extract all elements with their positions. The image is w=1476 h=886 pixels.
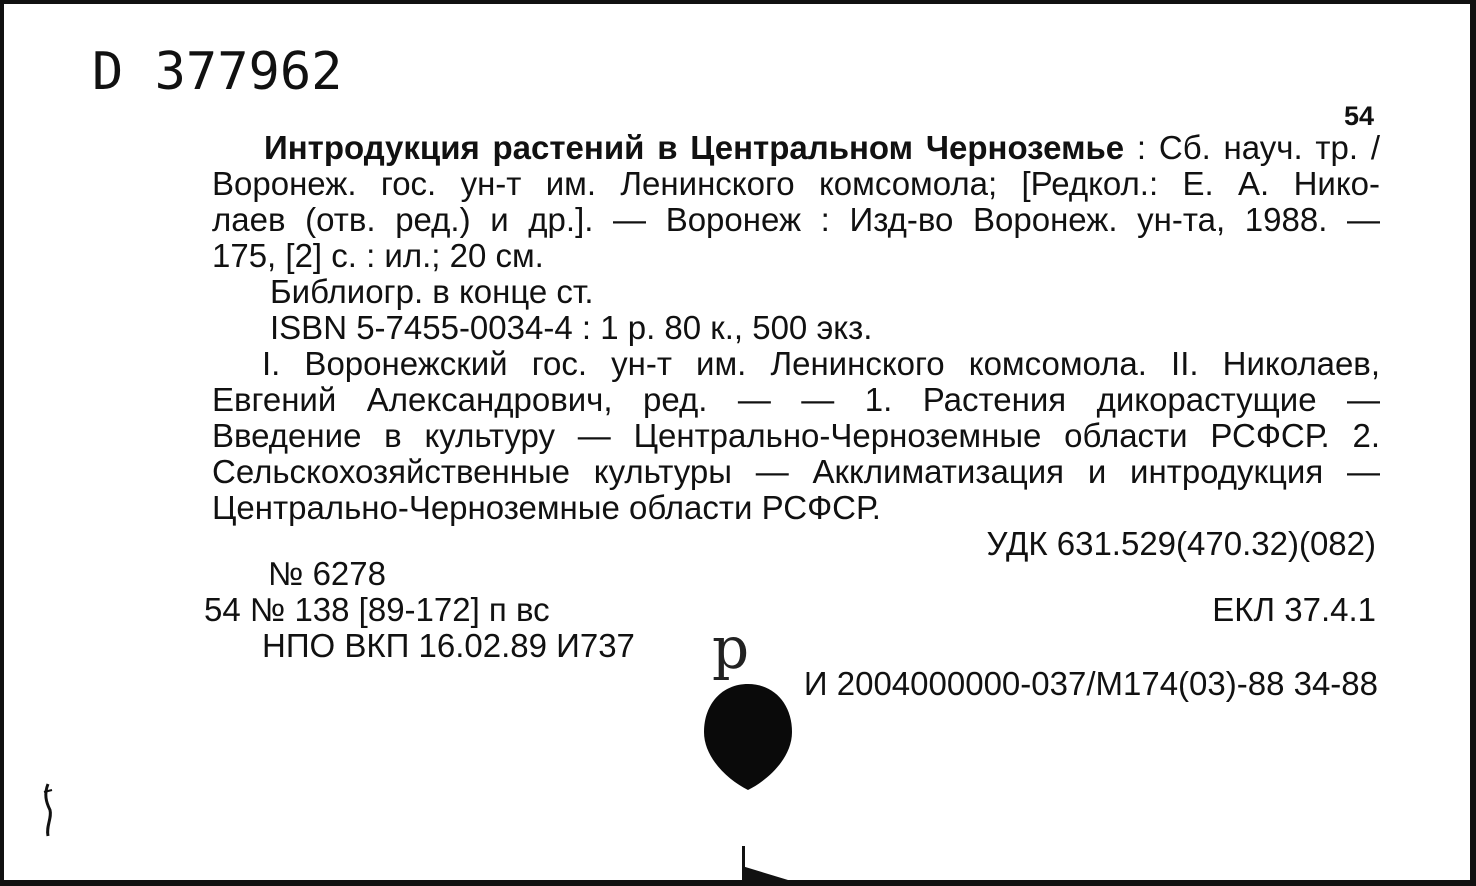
punch-hole-icon bbox=[698, 676, 798, 796]
tracings-line-1: I. Воронежский гос. ун-т им. Ленинского комсомола. II. Николаев, bbox=[262, 345, 1380, 382]
ink-mark-icon bbox=[38, 780, 58, 840]
index-code: И 2004000000-037/М174(03)-88 34-88 bbox=[803, 665, 1378, 702]
shelf-code: 54 bbox=[1344, 101, 1375, 131]
processing-line: 54 № 138 [89-172] п вс bbox=[204, 591, 550, 628]
rod-slot-wedge-icon bbox=[740, 864, 790, 882]
npo-line: НПО ВКП 16.02.89 И737 bbox=[262, 627, 635, 664]
bibliography-note: Библиогр. в конце ст. bbox=[270, 273, 594, 310]
card-left-edge bbox=[0, 0, 4, 886]
isbn-note: ISBN 5-7455-0034-4 : 1 р. 80 к., 500 экз. bbox=[270, 309, 873, 346]
card-right-edge bbox=[1470, 0, 1476, 886]
tracings-line-2: Евгений Александрович, ред. — — 1. Растения дикорастущие — bbox=[212, 381, 1380, 418]
tracings-line-4: Сельскохозяйственные культуры — Акклиматизация и интродукция — bbox=[212, 453, 1380, 490]
tracings-line-5: Центрально-Черноземные области РСФСР. bbox=[212, 489, 881, 526]
entry-line-2: Воронеж. гос. ун-т им. Ленинского комсомола; [Редкол.: Е. А. Нико- bbox=[212, 165, 1380, 202]
entry-title: Интродукция растений в Центральном Черноземье bbox=[264, 129, 1125, 166]
card-top-edge bbox=[0, 0, 1476, 4]
record-number: № 6278 bbox=[268, 555, 386, 592]
entry-line-4: 175, [2] с. : ил.; 20 см. bbox=[212, 237, 544, 274]
entry-line-1 bbox=[264, 130, 1380, 166]
entry-title-rest: : Сб. науч. тр. / bbox=[1124, 129, 1380, 166]
handwritten-mark: р bbox=[712, 614, 750, 682]
tracings-line-3: Введение в культуру — Центрально-Черноземные области РСФСР. 2. bbox=[212, 417, 1380, 454]
card-bottom-edge bbox=[0, 880, 1476, 886]
udk-code: УДК 631.529(470.32)(082) bbox=[986, 525, 1376, 562]
entry-line-3: лаев (отв. ред.) и др.]. — Воронеж : Изд-во Воронеж. ун-та, 1988. — bbox=[212, 201, 1380, 238]
call-number: D 377962 bbox=[92, 42, 343, 102]
ekl-code: ЕКЛ 37.4.1 bbox=[1212, 591, 1376, 628]
